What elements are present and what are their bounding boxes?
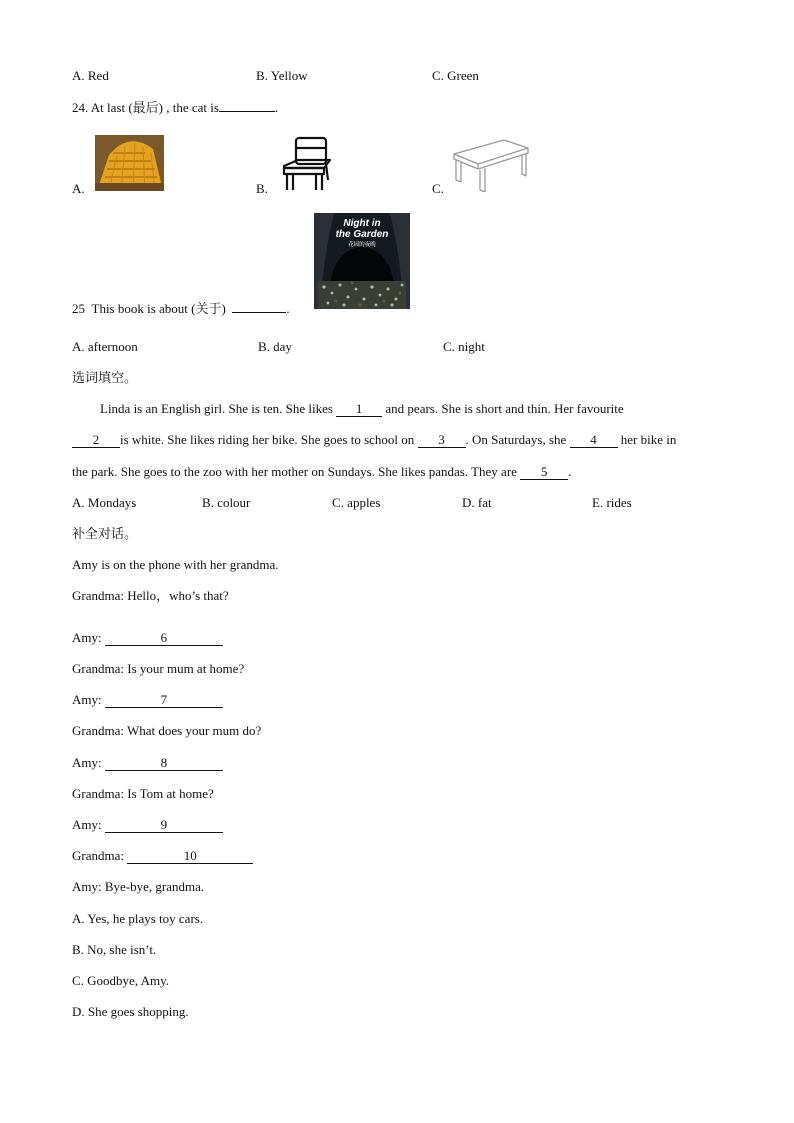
dialogue-line-7: Grandma: Is Tom at home? [72, 786, 214, 801]
cloze-line-3: the park. She goes to the zoo with her mother on Sundays. She likes pandas. They are 5 . [72, 464, 572, 479]
cloze-option-c: C. apples [332, 495, 381, 510]
q23-option-b: B. Yellow [256, 68, 308, 83]
cloze-line-1: Linda is an English girl. She is ten. She likes 1 and pears. She is short and thin. Her favourite [100, 401, 624, 416]
dialogue-heading: 补全对话。 [72, 527, 138, 542]
dialogue-line-4: Amy: 7 [72, 692, 223, 708]
q24-stem: 24. At last (最后) , the cat is . [72, 100, 279, 115]
q23-option-a: A. Red [72, 68, 109, 83]
dialogue-line-9: Grandma: 10 [72, 848, 253, 864]
book-title-line1: Night in [343, 218, 381, 229]
dialogue-line-10: Amy: Bye-bye, grandma. [72, 879, 205, 894]
book-cover-image [314, 213, 410, 309]
dialogue-line-5: Grandma: What does your mum do? [72, 723, 262, 738]
haystack-picture [95, 135, 164, 191]
cloze-line-2: 2 is white. She likes riding her bike. She goes to school on 3 . On Saturdays, she 4 her bike in [72, 432, 676, 448]
dialogue-line-2: Amy: 6 [72, 630, 223, 646]
cloze-option-d: D. fat [462, 495, 492, 510]
q24-option-c-letter: C. [432, 181, 444, 196]
book-title-line2: the Garden [335, 229, 389, 240]
q24-option-b-letter: B. [256, 181, 268, 196]
q23-option-c: C. Green [432, 68, 479, 83]
dialogue-line-3: Grandma: Is your mum at home? [72, 661, 245, 676]
dialogue-option-d: D. She goes shopping. [72, 1004, 189, 1019]
q25-stem: 25 This book is about (关于) . [72, 301, 290, 316]
dialogue-option-a: A. Yes, he plays toy cars. [72, 911, 204, 926]
cloze-option-b: B. colour [202, 495, 251, 510]
dialogue-line-8: Amy: 9 [72, 817, 223, 833]
chair-icon [278, 136, 334, 192]
cloze-option-e: E. rides [592, 495, 632, 510]
cloze-option-a: A. Mondays [72, 495, 137, 510]
dialogue-option-c: C. Goodbye, Amy. [72, 973, 170, 988]
dialogue-line-6: Amy: 8 [72, 755, 223, 771]
dialogue-line-1: Grandma: Hello，who’s that? [72, 588, 229, 603]
dialogue-intro: Amy is on the phone with her grandma. [72, 557, 279, 572]
book-subtitle: 花园的夜晚 [348, 242, 376, 248]
q24-option-a-letter: A. [72, 181, 85, 196]
q25-option-b: B. day [258, 339, 292, 354]
table-icon [452, 136, 530, 192]
q25-option-c: C. night [443, 339, 485, 354]
q25-option-a: A. afternoon [72, 339, 138, 354]
cloze-heading: 选词填空。 [72, 371, 138, 386]
dialogue-option-b: B. No, she isn’t. [72, 942, 157, 957]
